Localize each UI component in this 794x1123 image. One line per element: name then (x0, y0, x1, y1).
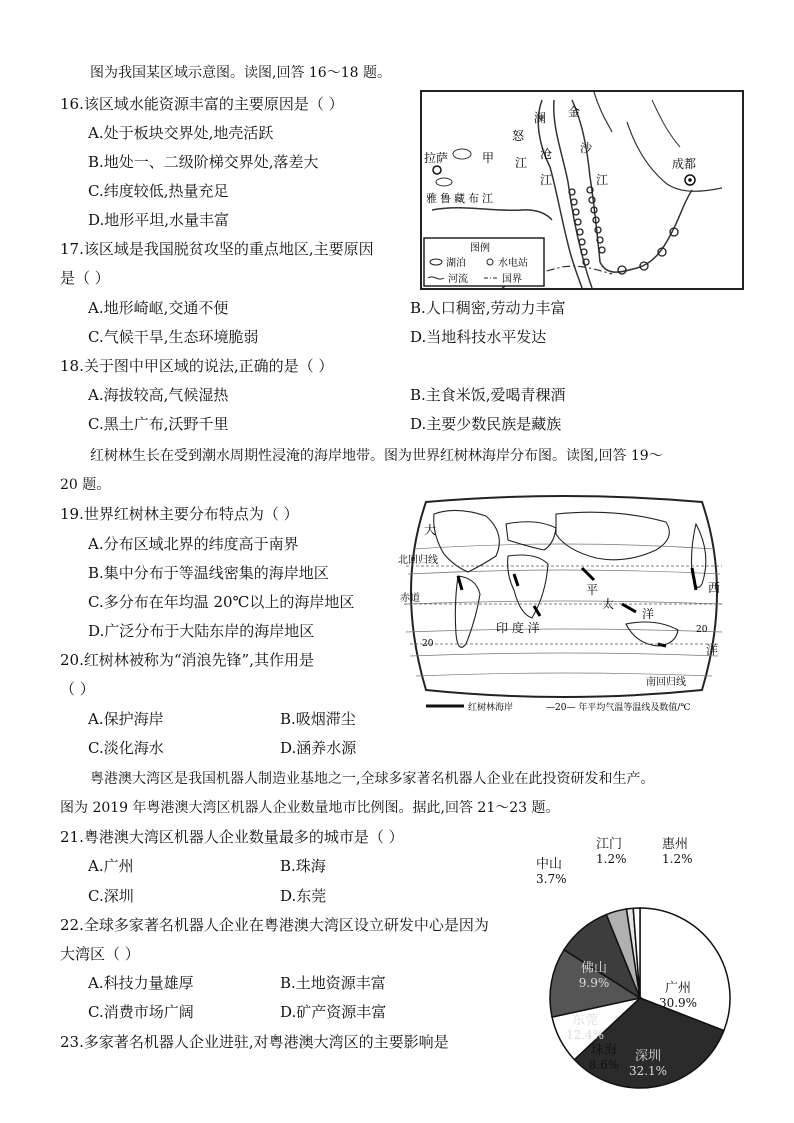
option: D.涵养水源 (280, 739, 357, 757)
svg-text:20: 20 (422, 639, 434, 649)
svg-text:沧: 沧 (540, 147, 553, 161)
question-stem: 18.关于图中甲区域的说法,正确的是（ ） (60, 357, 334, 375)
svg-text:江: 江 (515, 156, 528, 170)
option: C.纬度较低,热量充足 (88, 182, 229, 200)
option: D.东莞 (280, 887, 327, 905)
map-label-jinsha: 金 (568, 105, 581, 119)
option: B.人口稠密,劳动力丰富 (410, 299, 566, 317)
label-indian-ocean: 印 度 洋 (496, 621, 540, 635)
option: C.气候干旱,生态环境脆弱 (88, 328, 259, 346)
section-intro: 20 题。 (60, 477, 111, 493)
option: B.地处一、二级阶梯交界处,落差大 (88, 153, 319, 171)
option: D.主要少数民族是藏族 (410, 415, 562, 433)
pie-category-label: 惠州 (662, 837, 689, 852)
option: A.处于板块交界处,地壳活跃 (88, 124, 274, 142)
map-label-jia: 甲 (482, 151, 495, 165)
question-stem: 23.多家著名机器人企业进驻,对粤港澳大湾区的主要影响是 (60, 1033, 449, 1051)
question-stem: 16.该区域水能资源丰富的主要原因是（ ） (60, 95, 344, 113)
pie-value-label: 1.2% (596, 852, 627, 866)
pie-category-label: 深圳 (634, 1049, 662, 1064)
pie-category-label: 广州 (664, 981, 692, 996)
pie-value-label: 12.4% (565, 1028, 605, 1042)
pie-category-label: 江门 (596, 837, 623, 852)
section-intro: 粤港澳大湾区是我国机器人制造业基地之一,全球多家著名机器人企业在此投资研发和生产。 (90, 771, 655, 787)
section-intro: 红树林生长在受到潮水周期性浸淹的海岸地带。图为世界红树林海岸分布图。读图,回答 19～ (90, 448, 663, 464)
map-label-yarlung: 雅鲁藏布江 (426, 192, 496, 205)
svg-text:江: 江 (540, 173, 553, 187)
section-intro: 图为 2019 年粤港澳大湾区机器人企业数量地市比例图。据此,回答 21～23 题。 (60, 800, 560, 816)
question-stem: 17.该区域是我国脱贫攻坚的重点地区,主要原因 (60, 240, 374, 258)
option: A.广州 (88, 857, 134, 875)
pie-value-label: 1.2% (662, 852, 693, 866)
option: A.海拔较高,气候湿热 (88, 386, 229, 404)
robot-enterprise-pie-chart (530, 836, 750, 1108)
svg-text:湖泊: 湖泊 (446, 258, 466, 269)
option: A.科技力量雄厚 (88, 974, 194, 992)
world-map-legend (426, 701, 690, 713)
pie-value-label: 3.7% (536, 872, 567, 886)
pie-category-label: 珠海 (590, 1043, 618, 1058)
map-label-lhasa: 拉萨 (424, 151, 449, 165)
world-mangrove-map (396, 494, 732, 716)
region-map (420, 90, 744, 290)
svg-text:20: 20 (696, 625, 708, 635)
option: B.珠海 (280, 857, 326, 875)
question-stem: 22.全球多家著名机器人企业在粤港澳大湾区设立研发中心是因为 (60, 916, 489, 934)
pie-value-label: 30.9% (658, 996, 698, 1010)
svg-text:图例: 图例 (470, 243, 490, 254)
label-tropic-cancer: 北回归线 (398, 555, 438, 566)
option: D.地形平坦,水量丰富 (88, 211, 230, 229)
option: B.吸烟滞尘 (280, 710, 356, 728)
svg-text:国界: 国界 (502, 274, 522, 285)
pie-category-label: 中山 (536, 857, 563, 872)
option: B.集中分布于等温线密集的海岸地区 (88, 564, 329, 582)
svg-text:西: 西 (708, 581, 721, 595)
option: B.土地资源丰富 (280, 974, 386, 992)
pie-value-label: 8.6% (588, 1058, 620, 1072)
label-tropic-capricorn: 南回归线 (646, 677, 686, 688)
option: A.地形崎岖,交通不便 (88, 299, 229, 317)
svg-text:平: 平 (586, 583, 599, 597)
map-label-lancang: 澜 (534, 111, 547, 125)
svg-text:—20— 年平均气温等温线及数值/℃: —20— 年平均气温等温线及数值/℃ (546, 703, 691, 713)
svg-text:水电站: 水电站 (498, 258, 528, 269)
label-equator: 赤道 (400, 593, 420, 604)
map-label-chengdu: 成都 (672, 157, 697, 171)
svg-text:大: 大 (424, 523, 437, 537)
question-stem: 大湾区（ ） (60, 945, 140, 963)
option: B.主食米饭,爱喝青稞酒 (410, 386, 566, 404)
pie-category-label: 东莞 (571, 1013, 599, 1028)
option: D.广泛分布于大陆东岸的海岸地区 (88, 622, 315, 640)
question-stem: （ ） (60, 680, 95, 698)
pie-value-label: 32.1% (628, 1064, 668, 1078)
option: A.保护海岸 (88, 710, 164, 728)
option: C.黑土广布,沃野千里 (88, 415, 229, 433)
option: A.分布区域北界的纬度高于南界 (88, 535, 299, 553)
option: C.深圳 (88, 887, 134, 905)
pie-value-label: 9.9% (578, 976, 610, 990)
svg-text:太: 太 (602, 597, 615, 611)
option: D.矿产资源丰富 (280, 1003, 387, 1021)
question-stem: 是（ ） (60, 269, 110, 287)
section-intro: 图为我国某区域示意图。读图,回答 16～18 题。 (90, 65, 391, 81)
svg-text:江: 江 (596, 173, 609, 187)
question-stem: 20.红树林被称为“消浪先锋”,其作用是 (60, 651, 314, 669)
svg-text:沙: 沙 (580, 141, 593, 155)
option: C.淡化海水 (88, 739, 164, 757)
svg-text:红树林海岸: 红树林海岸 (468, 703, 514, 713)
svg-text:洋: 洋 (706, 643, 719, 657)
question-stem: 21.粤港澳大湾区机器人企业数量最多的城市是（ ） (60, 828, 404, 846)
map-legend (424, 238, 544, 286)
svg-text:洋: 洋 (642, 607, 655, 621)
option: D.当地科技水平发达 (410, 328, 547, 346)
question-stem: 19.世界红树林主要分布特点为（ ） (60, 505, 299, 523)
option: C.消费市场广阔 (88, 1003, 194, 1021)
option: C.多分布在年均温 20℃以上的海岸地区 (88, 593, 355, 611)
map-label-nu: 怒 (512, 129, 525, 143)
svg-text:河流: 河流 (448, 274, 468, 285)
pie-category-label: 佛山 (580, 961, 608, 976)
